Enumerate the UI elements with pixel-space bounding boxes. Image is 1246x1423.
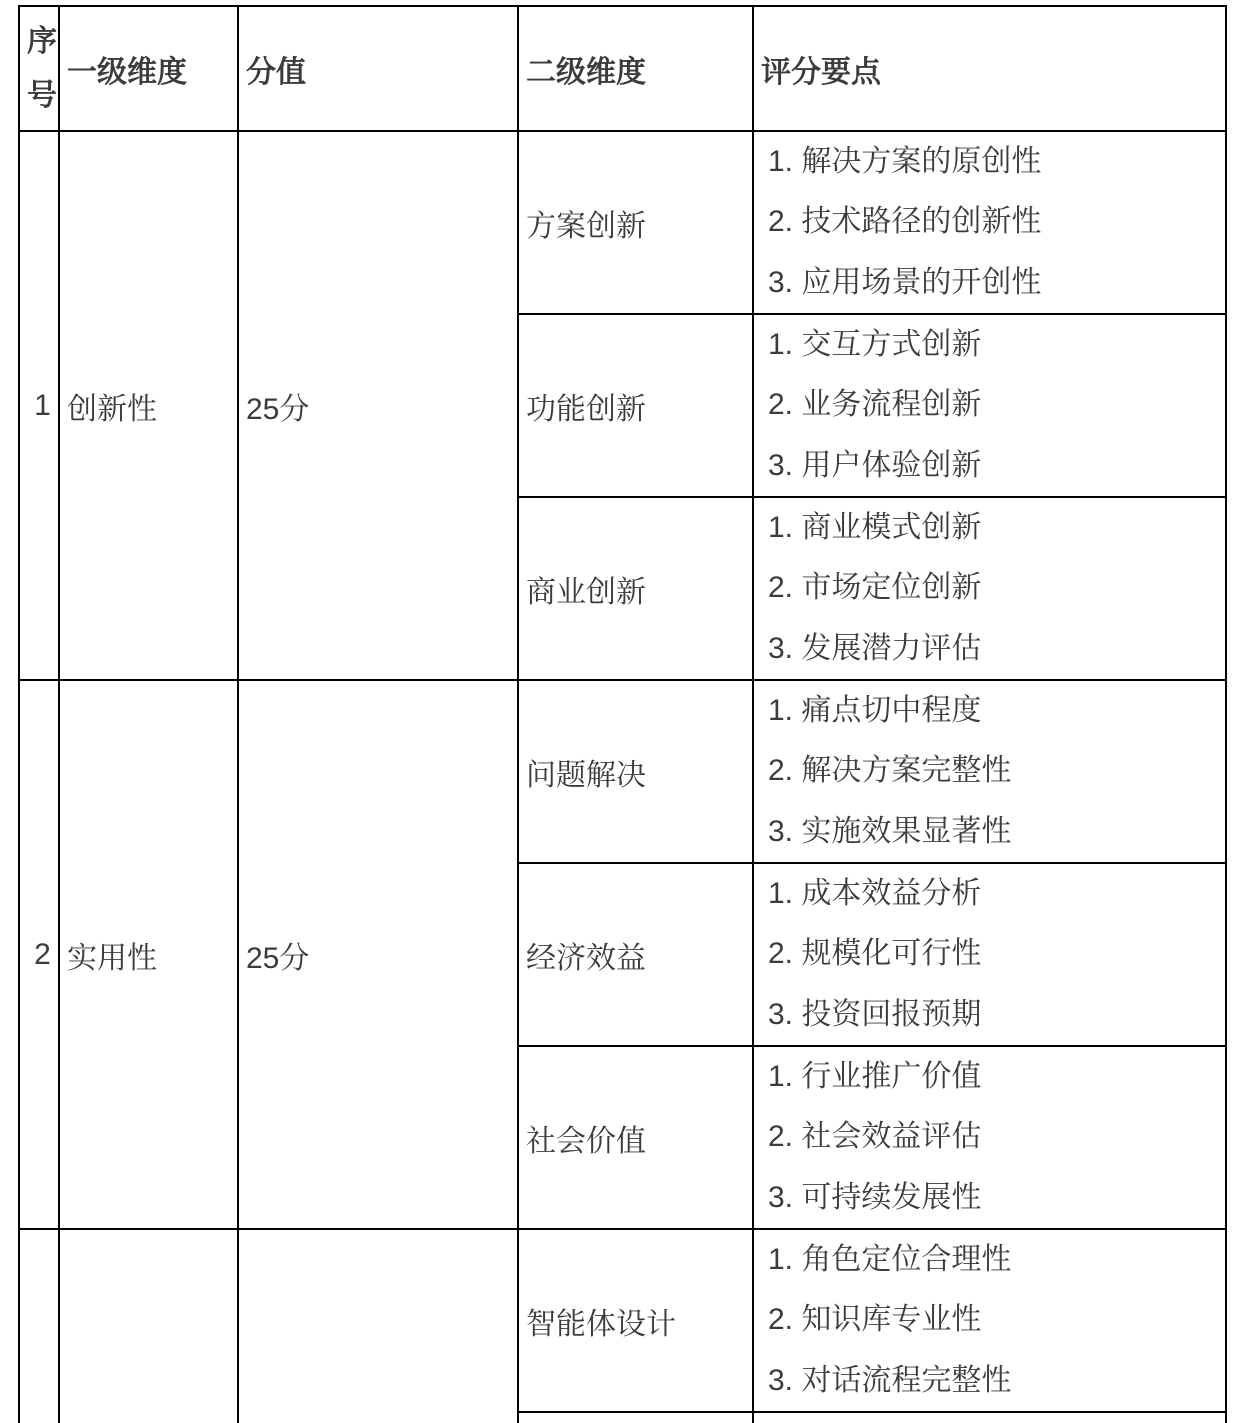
scoring-points-list bbox=[761, 1230, 1225, 1411]
scoring-points-cell bbox=[753, 863, 1226, 1046]
row-number-cell: 2 bbox=[19, 680, 59, 1229]
scoring-point: 3. 发展潜力评估 bbox=[768, 631, 982, 665]
table-body bbox=[19, 131, 1226, 1423]
scoring-points-list bbox=[761, 498, 1225, 679]
scoring-point: 1. 解决方案的原创性 bbox=[768, 145, 1042, 179]
row-number-cell: 1 bbox=[19, 131, 59, 680]
secondary-dimension-cell: 商业创新 bbox=[518, 497, 753, 680]
score-cell: 25分 bbox=[238, 131, 518, 680]
rubric-sub-row bbox=[19, 131, 1226, 314]
secondary-dimension-cell: 智能体设计 bbox=[518, 1229, 753, 1412]
scoring-points-list bbox=[761, 1047, 1225, 1228]
primary-dimension-cell: 实用性 bbox=[59, 680, 238, 1229]
scoring-points-cell bbox=[753, 314, 1226, 497]
rubric-sub-row bbox=[19, 1229, 1226, 1412]
scoring-point: 1. 商业模式创新 bbox=[768, 511, 982, 545]
scoring-point: 1. 行业推广价值 bbox=[768, 1060, 982, 1094]
scoring-point: 2. 知识库专业性 bbox=[768, 1303, 982, 1337]
header-secondary-dimension: 二级维度 bbox=[518, 6, 753, 131]
scoring-points-list bbox=[761, 681, 1225, 862]
scoring-points-cell bbox=[753, 131, 1226, 314]
primary-dimension-cell: 创新性 bbox=[59, 131, 238, 680]
rubric-sub-row bbox=[19, 680, 1226, 863]
score-cell bbox=[238, 1229, 518, 1423]
scoring-point: 1. 痛点切中程度 bbox=[768, 694, 982, 728]
scoring-point: 3. 实施效果显著性 bbox=[768, 814, 1012, 848]
scoring-points-cell bbox=[753, 680, 1226, 863]
secondary-dimension-cell: 社会价值 bbox=[518, 1046, 753, 1229]
secondary-dimension-cell: 问题解决 bbox=[518, 680, 753, 863]
scoring-point: 2. 市场定位创新 bbox=[768, 571, 982, 605]
secondary-dimension-cell bbox=[518, 1412, 753, 1423]
scoring-point: 2. 技术路径的创新性 bbox=[768, 205, 1042, 239]
scoring-points-cell bbox=[753, 1412, 1226, 1423]
scoring-point: 3. 对话流程完整性 bbox=[768, 1363, 1012, 1397]
secondary-dimension-cell: 经济效益 bbox=[518, 863, 753, 1046]
scoring-point: 1. 交互方式创新 bbox=[768, 328, 982, 362]
scoring-point: 1. 角色定位合理性 bbox=[768, 1243, 1012, 1277]
scoring-point: 1. 成本效益分析 bbox=[768, 877, 982, 911]
score-cell: 25分 bbox=[238, 680, 518, 1229]
scoring-points-cell bbox=[753, 1046, 1226, 1229]
row-number-cell bbox=[19, 1229, 59, 1423]
header-score: 分值 bbox=[238, 6, 518, 131]
scoring-points-list bbox=[761, 315, 1225, 496]
header-number: 序号 bbox=[19, 6, 59, 131]
scoring-point: 3. 可持续发展性 bbox=[768, 1180, 982, 1214]
header-primary-dimension: 一级维度 bbox=[59, 6, 238, 131]
header-row bbox=[19, 6, 1226, 131]
scoring-points-cell bbox=[753, 1229, 1226, 1412]
header-scoring-points: 评分要点 bbox=[753, 6, 1226, 131]
scoring-point: 2. 解决方案完整性 bbox=[768, 754, 1012, 788]
scoring-points-list bbox=[761, 132, 1225, 313]
scoring-points-list bbox=[761, 1413, 1225, 1423]
primary-dimension-cell bbox=[59, 1229, 238, 1423]
scoring-point: 3. 应用场景的开创性 bbox=[768, 265, 1042, 299]
secondary-dimension-cell: 方案创新 bbox=[518, 131, 753, 314]
secondary-dimension-cell: 功能创新 bbox=[518, 314, 753, 497]
scoring-point: 3. 投资回报预期 bbox=[768, 997, 982, 1031]
scoring-point: 2. 业务流程创新 bbox=[768, 388, 982, 422]
scoring-point: 2. 社会效益评估 bbox=[768, 1120, 982, 1154]
scoring-point: 2. 规模化可行性 bbox=[768, 937, 982, 971]
scoring-points-list bbox=[761, 864, 1225, 1045]
scoring-points-cell bbox=[753, 497, 1226, 680]
scoring-point: 3. 用户体验创新 bbox=[768, 448, 982, 482]
scoring-rubric-table bbox=[18, 5, 1227, 1423]
